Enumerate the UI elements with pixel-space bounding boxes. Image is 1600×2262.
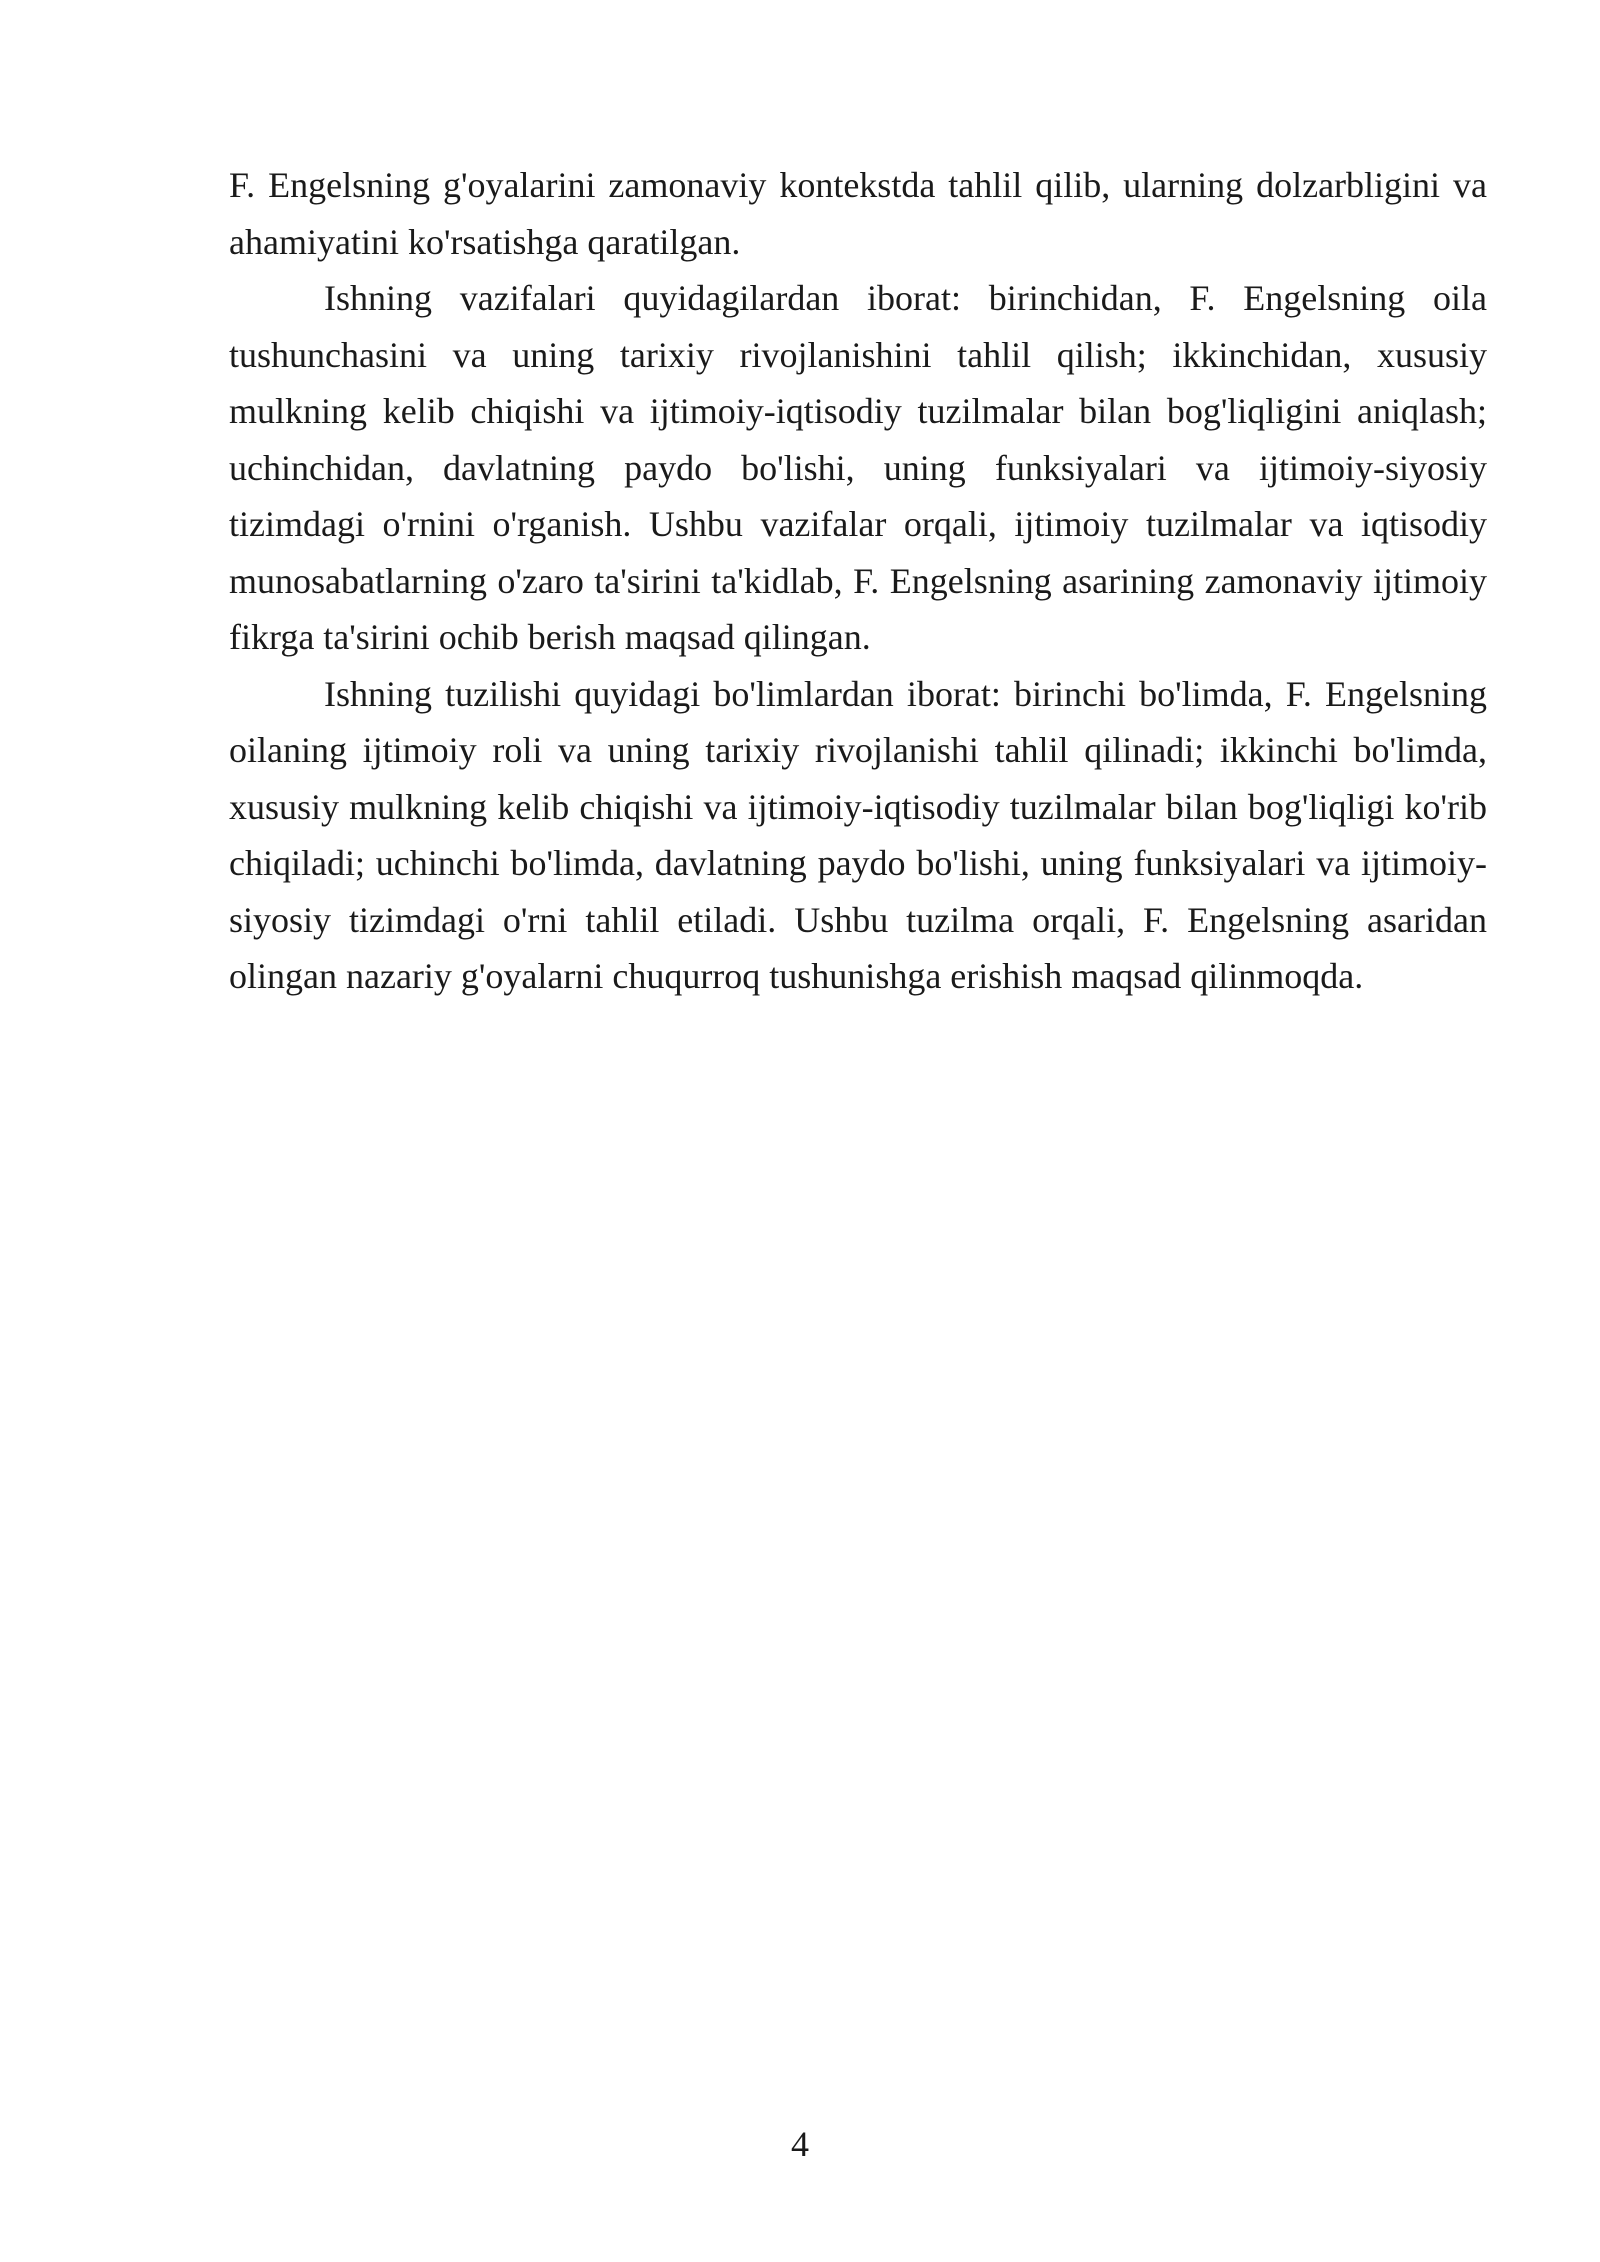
paragraph-continuation: F. Engelsning g'oyalarini zamonaviy kontekstda tahlil qilib, ularning dolzarbligini va ahamiyatini ko'rsatishga qaratilgan. [229,165,1487,262]
paragraph-tasks: Ishning vazifalari quyidagilardan iborat: birinchidan, F. Engelsning oila tushunchasini va uning tarixiy rivojlanishini tahlil qilish; ikkinchidan, xususiy mulkning kelib chiqishi va ijtimoiy-iqtisodiy tuzilmalar bilan bog'liqligini aniqlash; uchinchidan, davlatning paydo bo'lishi, uning funksiyalari va ijtimoiy-siyosiy tizimdagi o'rnini o'rganish. Ushbu vazifalar orqali, ijtimoiy tuzilmalar va iqtisodiy munosabatlarning o'zaro ta'sirini ta'kidlab, F. Engelsning asarining zamonaviy ijtimoiy fikrga ta'sirini ochib berish maqsad qilingan. [229,278,1487,657]
body-text [229,157,1487,1005]
paragraph-structure: Ishning tuzilishi quyidagi bo'limlardan iborat: birinchi bo'limda, F. Engelsning oilaning ijtimoiy roli va uning tarixiy rivojlanishi tahlil qilinadi; ikkinchi bo'limda, xususiy mulkning kelib chiqishi va ijtimoiy-iqtisodiy tuzilmalar bilan bog'liqligi ko'rib chiqiladi; uchinchi bo'limda, davlatning paydo bo'lishi, uning funksiyalari va ijtimoiy-siyosiy tizimdagi o'rni tahlil etiladi. Ushbu tuzilma orqali, F. Engelsning asaridan olingan nazariy g'oyalarni chuqurroq tushunishga erishish maqsad qilinmoqda. [229,673,1487,996]
page-number: 4 [791,2124,809,2164]
